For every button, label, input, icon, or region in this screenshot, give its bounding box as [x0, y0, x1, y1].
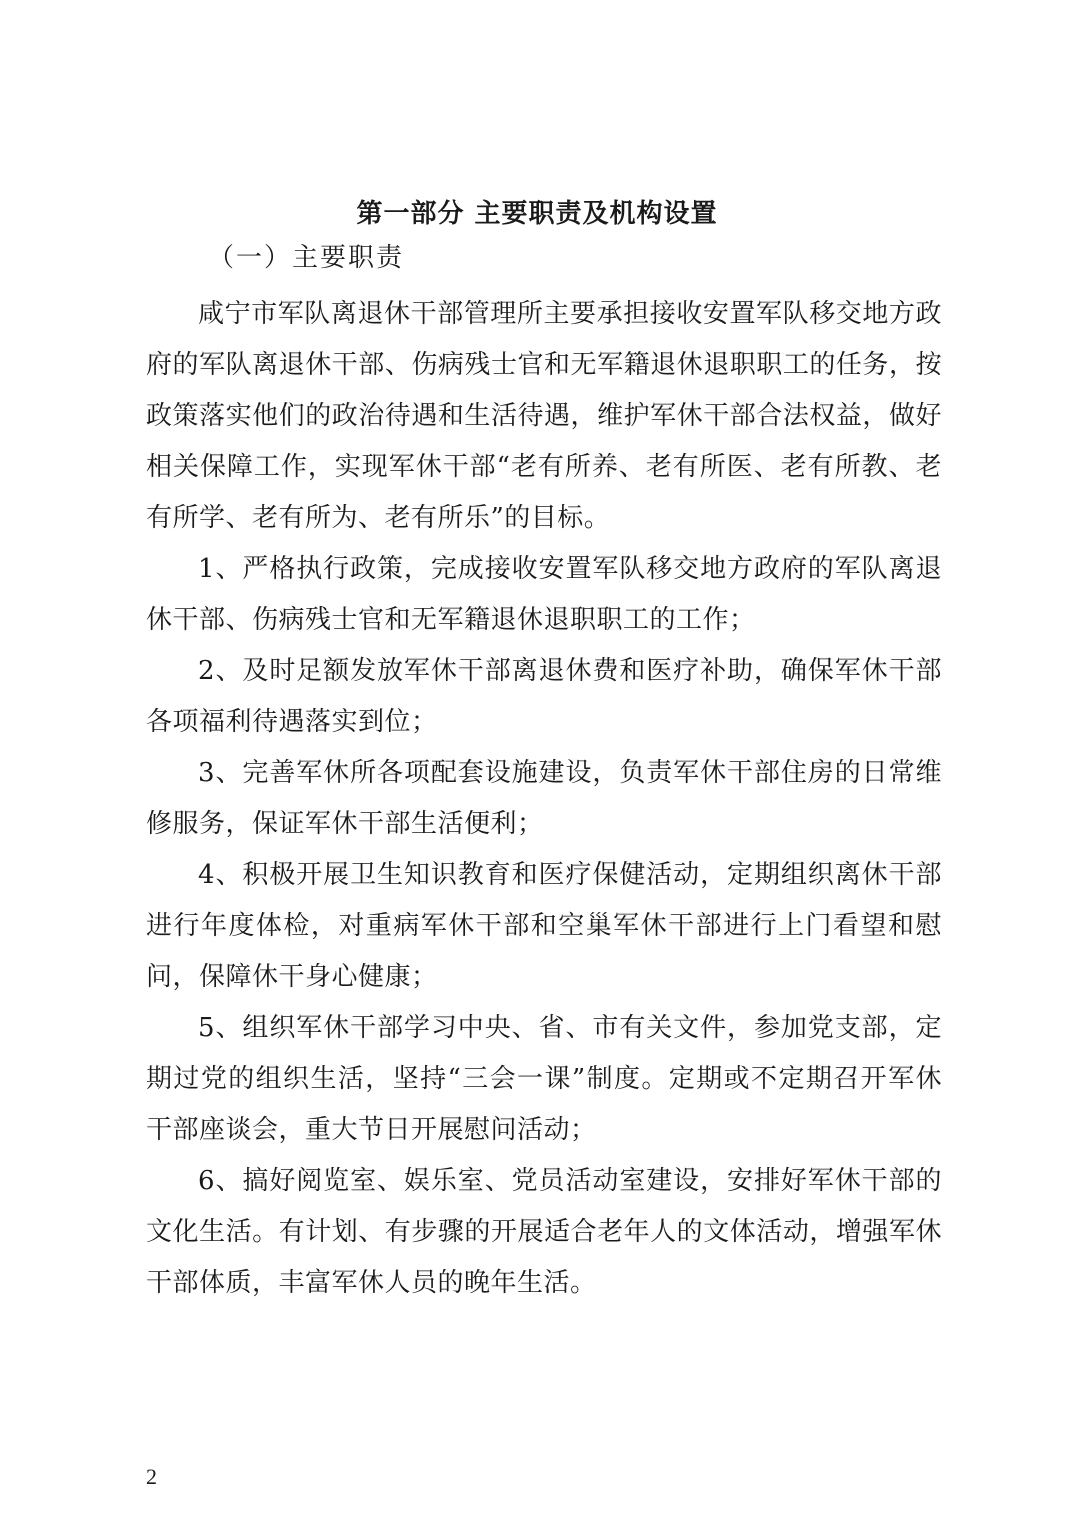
section-heading: （一）主要职责 — [208, 243, 405, 273]
paragraph-item-6: 6、搞好阅览室、娱乐室、党员活动室建设，安排好军休干部的文化生活。有计划、有步骤的开展适合老年人的文体活动，增强军休干部体质，丰富军休人员的晚年生活。 — [146, 1166, 942, 1298]
paragraph-item-2: 2、及时足额发放军休干部离退休费和医疗补助，确保军休干部各项福利待遇落实到位； — [146, 656, 942, 737]
paragraph-item-1: 1、严格执行政策，完成接收安置军队移交地方政府的军队离退休干部、伤病残士官和无军籍退休退职职工的工作； — [146, 554, 942, 635]
body-text — [146, 289, 942, 1309]
paragraph-item-3: 3、完善军休所各项配套设施建设，负责军休干部住房的日常维修服务，保证军休干部生活便利； — [146, 758, 942, 839]
page-title: 第一部分 主要职责及机构设置 — [356, 199, 718, 229]
paragraph-item-4: 4、积极开展卫生知识教育和医疗保健活动，定期组织离休干部进行年度体检，对重病军休干部和空巢军休干部进行上门看望和慰问，保障休干身心健康； — [146, 860, 942, 992]
paragraph-intro: 咸宁市军队离退休干部管理所主要承担接收安置军队移交地方政府的军队离退休干部、伤病残士官和无军籍退休退职职工的任务，按政策落实他们的政治待遇和生活待遇，维护军休干部合法权益，做好相关保障工作，实现军休干部“老有所养、老有所医、老有所教、老有所学、老有所为、老有所乐”的目标。 — [146, 299, 942, 533]
paragraph-item-5: 5、组织军休干部学习中央、省、市有关文件，参加党支部，定期过党的组织生活，坚持“三会一课”制度。定期或不定期召开军休干部座谈会，重大节日开展慰问活动； — [146, 1013, 942, 1145]
page-number: 2 — [146, 1464, 157, 1489]
